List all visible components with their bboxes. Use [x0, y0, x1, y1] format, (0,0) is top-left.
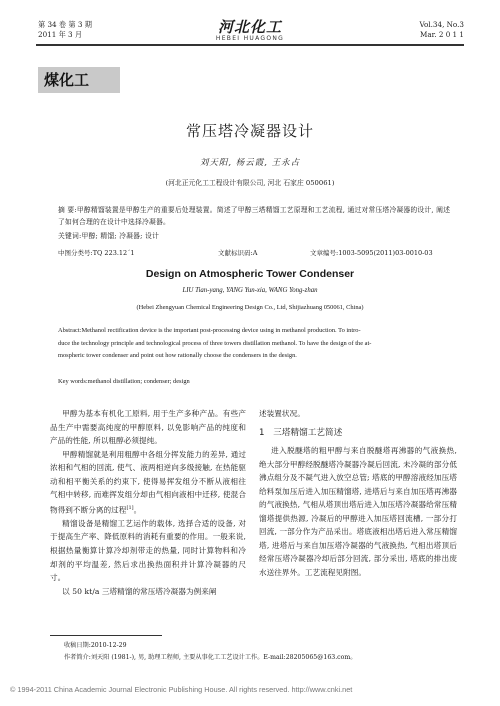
section-heading-1	[259, 427, 457, 441]
header-rule	[36, 44, 464, 46]
footnote-rule	[50, 635, 162, 636]
body-left-column	[50, 407, 246, 598]
clc-value: TQ 223.12´1	[92, 249, 135, 257]
article-number-value: 1003-5095(2011)03-0010-03	[338, 249, 433, 257]
article-number-label: 文章编号:	[310, 249, 339, 257]
received-date	[64, 640, 127, 651]
abstract-en	[58, 325, 458, 363]
body-paragraph-2-end: 。	[133, 505, 142, 515]
body-right-column	[259, 407, 457, 580]
document-code-value: A	[252, 249, 258, 257]
received-label: 收稿日期:	[64, 642, 91, 649]
abstract-en-line-1	[58, 325, 458, 338]
abstract-zh-text: 甲醇精馏装置是甲醇生产的重要后处理装置。简述了甲醇三塔精馏工艺原理和工艺流程, 通过对常压塔冷凝器的设计, 阐述了如何合理的在设计中选择冷凝器。	[58, 206, 451, 226]
keywords-zh	[58, 230, 454, 242]
copyright-notice: © 1994-2011 China Academic Journal Electronic Publishing House. All rights reserved. http://www.cnki.net	[10, 685, 353, 694]
volume-issue-en: Vol.34, No.3	[419, 20, 464, 29]
article-title-zh: 常压塔冷凝器设计	[185, 122, 314, 140]
clc-number	[58, 248, 135, 257]
author-bio-label: 作者简介:	[64, 654, 91, 661]
issue-date-en: Mar. 2 0 1 1	[419, 30, 464, 39]
authors-zh: 刘天阳, 杨云霞, 王永占	[199, 158, 301, 168]
article-number	[310, 248, 433, 257]
keywords-zh-text: 甲醇; 精馏; 冷凝器; 设计	[81, 232, 160, 240]
keywords-en-text: methanol distillation; condenser; design	[87, 378, 190, 385]
body-paragraph-2-text: 甲醇精馏就是利用粗醇中各组分挥发能力的差异, 通过浓相和气相的回流, 使气、液两相逆向多级接触, 在热能驱动和相平衡关系的约束下, 使得易挥发组分不断从液相往气相中转移, 而难挥发组分却由气相向液相中迁移, 使混合物得到不断分离的过程	[50, 449, 246, 515]
body-paragraph-2	[50, 448, 246, 517]
section-tag: 煤化工	[38, 67, 120, 93]
keywords-zh-label: 关键词:	[58, 232, 82, 240]
abstract-en-line-3: mospheric tower condenser and point out how rationally choose the condensers in the design.	[58, 352, 297, 359]
abstract-zh	[58, 204, 454, 228]
body-paragraph-4: 以 50 kt/a 三塔精馏的常压塔冷凝器为例来阐	[62, 586, 217, 596]
keywords-en	[58, 376, 190, 389]
issue-date: 2011 年 3 月	[38, 30, 83, 39]
section-number: 1	[259, 427, 265, 438]
affiliation-en: (Hebei Zhengyuan Chemical Engineering Design Co., Ltd, Shijiazhuang 050061, China)	[136, 304, 364, 311]
body-continuation: 述装置状况。	[259, 409, 305, 418]
body-paragraph-1: 甲醇为基本有机化工原料, 用于生产多种产品。有些产品生产中需要高纯度的甲醇原料, 以免影响产品的纯度和产品的性能, 所以粗醇必须提纯。	[50, 409, 246, 446]
author-bio-text: 刘天阳 (1981-), 男, 助理工程师, 主要从事化工工艺设计工作。E-mail:28205065@163.com。	[90, 654, 357, 661]
abstract-en-text-1: Methanol rectification device is the important post-processing device using in methanol production. To intro-	[81, 327, 361, 334]
section-title: 三塔精馏工艺简述	[273, 427, 343, 438]
article-title-en: Design on Atmospheric Tower Condenser	[145, 268, 355, 280]
abstract-en-line-2: duce the technology principle and technological process of three towers distillation methanol. To have the design of the at-	[58, 339, 372, 347]
received-value: 2010-12-29	[90, 642, 127, 649]
body-paragraph-3: 精馏设备是精馏工艺运作的载体, 选择合适的设备, 对于提高生产率、降低原料的消耗有重要的作用。一般来说, 根据热量衡算计算冷却剂带走的热量, 同时计算物料和冷却剂的平均温差, 然后求出换热面积并计算冷凝器的尺寸。	[50, 518, 246, 583]
section-1-paragraph: 进入脱醚塔的粗甲醇与来自脱醚塔再沸器的气液换热, 绝大部分甲醇经脱醚塔冷凝器冷凝后回流, 未冷凝的部分低沸点组分及不凝气进入放空总管; 塔底的甲醇溶液经加压塔给料泵加压后进入加压精馏塔, 进塔后与来自加压塔再沸器的气液换热, 气相从塔顶出塔后进入加压塔冷凝器给常压精馏塔提供热源, 冷凝后的甲醇进入加压塔回流槽, 一部分打回流, 一部分作为产品采出。塔底液相出塔后进入常压精馏塔, 进塔后与来自加压塔冷凝器的气液换热, 气相出塔顶后经常压塔冷凝器冷却后部分回流, 部分采出, 塔底的排出废水送往界外。工艺流程见附图。	[259, 446, 457, 578]
keywords-en-label: Key words:	[58, 378, 88, 385]
authors-en: LIU Tian-yang, YANG Yun-xia, WANG Yong-zhan	[182, 287, 318, 294]
volume-issue: 第 34 卷 第 3 期	[38, 20, 92, 29]
document-code	[218, 248, 257, 257]
abstract-zh-label: 摘 要:	[58, 206, 77, 214]
author-bio	[64, 652, 356, 663]
abstract-en-label: Abstract:	[58, 327, 82, 334]
journal-logo-subtitle: HEBEI HUAGONG	[215, 35, 285, 42]
citation-ref: [1]	[126, 504, 134, 511]
document-code-label: 文献标识码:	[218, 249, 253, 257]
journal-logo: 河北化工	[217, 18, 282, 36]
affiliation-zh: (河北正元化工工程设计有限公司, 河北 石家庄 050061)	[165, 179, 335, 187]
clc-label: 中图分类号:	[58, 249, 93, 257]
